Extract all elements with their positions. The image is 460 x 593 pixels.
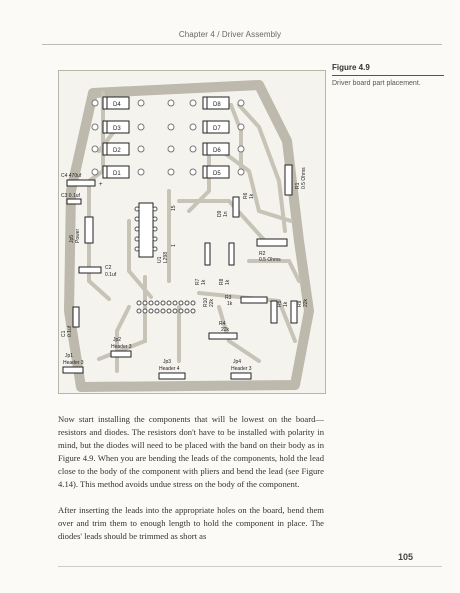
label-r10-val: 22k xyxy=(209,298,215,307)
label-r2: R2 xyxy=(259,251,266,257)
label-r9: R9 xyxy=(297,300,303,307)
label-c2-val: 0.1uf xyxy=(105,272,117,278)
label-r6-val: 1k xyxy=(249,193,255,199)
label-u1: U1 xyxy=(157,256,163,263)
label-jp3: Jp3 xyxy=(163,359,172,365)
label-jp3-sub: Header 4 xyxy=(159,366,180,372)
label-jp5-sub: Power xyxy=(75,228,81,243)
label-u1-sub: L298 xyxy=(163,251,169,263)
resistor-r3 xyxy=(241,297,267,303)
figure-title: Figure 4.9 xyxy=(332,63,444,76)
header-jp1 xyxy=(63,367,83,373)
label-d4: D4 xyxy=(113,102,121,108)
page-number: 105 xyxy=(398,552,414,562)
label-d2: D2 xyxy=(113,148,121,154)
label-r3-val: 1k xyxy=(227,301,233,307)
paragraph-2: After inserting the leads into the appropriate holes on the board, bend them over and trim them to enough length to hold the component in place. The diodes' leads should be trimmed as short as xyxy=(58,505,324,541)
header-jp5 xyxy=(85,217,93,243)
label-r6: R6 xyxy=(243,192,249,199)
resistor-r4 xyxy=(209,333,237,339)
header-jp2 xyxy=(111,351,131,357)
label-c1-val: 0.1uf xyxy=(67,325,73,337)
header-jp3 xyxy=(159,373,185,379)
label-c3: C3 0.1uf xyxy=(61,193,80,199)
label-r8-val: 1k xyxy=(225,279,231,285)
label-r4: R4 xyxy=(219,321,226,327)
label-r4-val: 22k xyxy=(221,327,230,333)
label-d5: D5 xyxy=(213,171,221,177)
resistor-r7 xyxy=(205,243,210,265)
label-r10: R10 xyxy=(203,297,209,307)
label-pin-1: 1 xyxy=(171,244,177,247)
label-d3: D3 xyxy=(113,126,121,132)
label-c4: C4 470uf xyxy=(61,173,82,179)
paragraph-1: Now start installing the components that will be lowest on the board—resistors and diodes. The resistors don't have to be installed with polarity in mind, but the diodes will need to be placed with the band on their body as in Figure 4.9. When you are bending the leads of the components, hold the lead close to the body of the component with pliers and bend the lead (see Figure 4.14). This method avoids undue stress on the body of the component. xyxy=(58,414,324,489)
label-d9-val: 1n xyxy=(223,211,229,217)
capacitor-c1 xyxy=(73,307,79,327)
diode-array xyxy=(103,97,229,178)
label-jp1-sub: Header 3 xyxy=(63,360,84,366)
label-d1: D1 xyxy=(113,171,121,177)
label-r9-val: 22k xyxy=(303,298,309,307)
label-jp2-sub: Header 3 xyxy=(111,344,132,350)
label-d9: D9 xyxy=(217,210,223,217)
figure-caption-text: Driver board part placement. xyxy=(332,80,421,87)
label-r1: R1 xyxy=(295,182,301,189)
pcb-figure xyxy=(58,70,326,394)
label-d8: D8 xyxy=(213,102,221,108)
capacitor-c3 xyxy=(67,199,81,204)
label-jp4: Jp4 xyxy=(233,359,242,365)
resistor-r2 xyxy=(257,239,287,246)
resistor-r1 xyxy=(285,165,292,195)
label-r5-val: 1k xyxy=(283,301,289,307)
label-r8: R8 xyxy=(219,278,225,285)
chip-u1 xyxy=(139,203,153,257)
label-plus: + xyxy=(99,182,103,188)
diode-pads xyxy=(92,100,244,175)
label-c1: C1 xyxy=(61,330,67,337)
label-jp5: Jp5 xyxy=(69,234,75,243)
label-r2-val: 0.5 Ohms xyxy=(259,257,281,263)
label-r1-val: 0.5 Ohms xyxy=(301,167,307,189)
label-d6: D6 xyxy=(213,148,221,154)
figure-caption xyxy=(332,63,444,88)
label-r5: R5 xyxy=(277,300,283,307)
pcb-layout-drawing xyxy=(59,71,325,393)
resistor-r8 xyxy=(229,243,234,265)
capacitor-c2 xyxy=(79,267,101,273)
label-r3: R3 xyxy=(225,295,232,301)
header-jp4 xyxy=(231,373,251,379)
label-jp4-sub: Header 3 xyxy=(231,366,252,372)
label-jp2: Jp2 xyxy=(113,337,122,343)
capacitor-c4 xyxy=(67,180,95,186)
label-r7-val: 1k xyxy=(201,279,207,285)
label-d7: D7 xyxy=(213,126,221,132)
label-pin-15: 15 xyxy=(171,205,177,211)
chapter-header: Chapter 4 / Driver Assembly xyxy=(178,30,282,39)
footer-rule xyxy=(58,566,442,567)
copper-traces xyxy=(89,93,299,371)
label-jp1: Jp1 xyxy=(65,353,74,359)
diode-d9 xyxy=(233,197,239,217)
label-c2: C2 xyxy=(105,265,112,271)
label-r7: R7 xyxy=(195,278,201,285)
header-rule xyxy=(42,44,442,45)
